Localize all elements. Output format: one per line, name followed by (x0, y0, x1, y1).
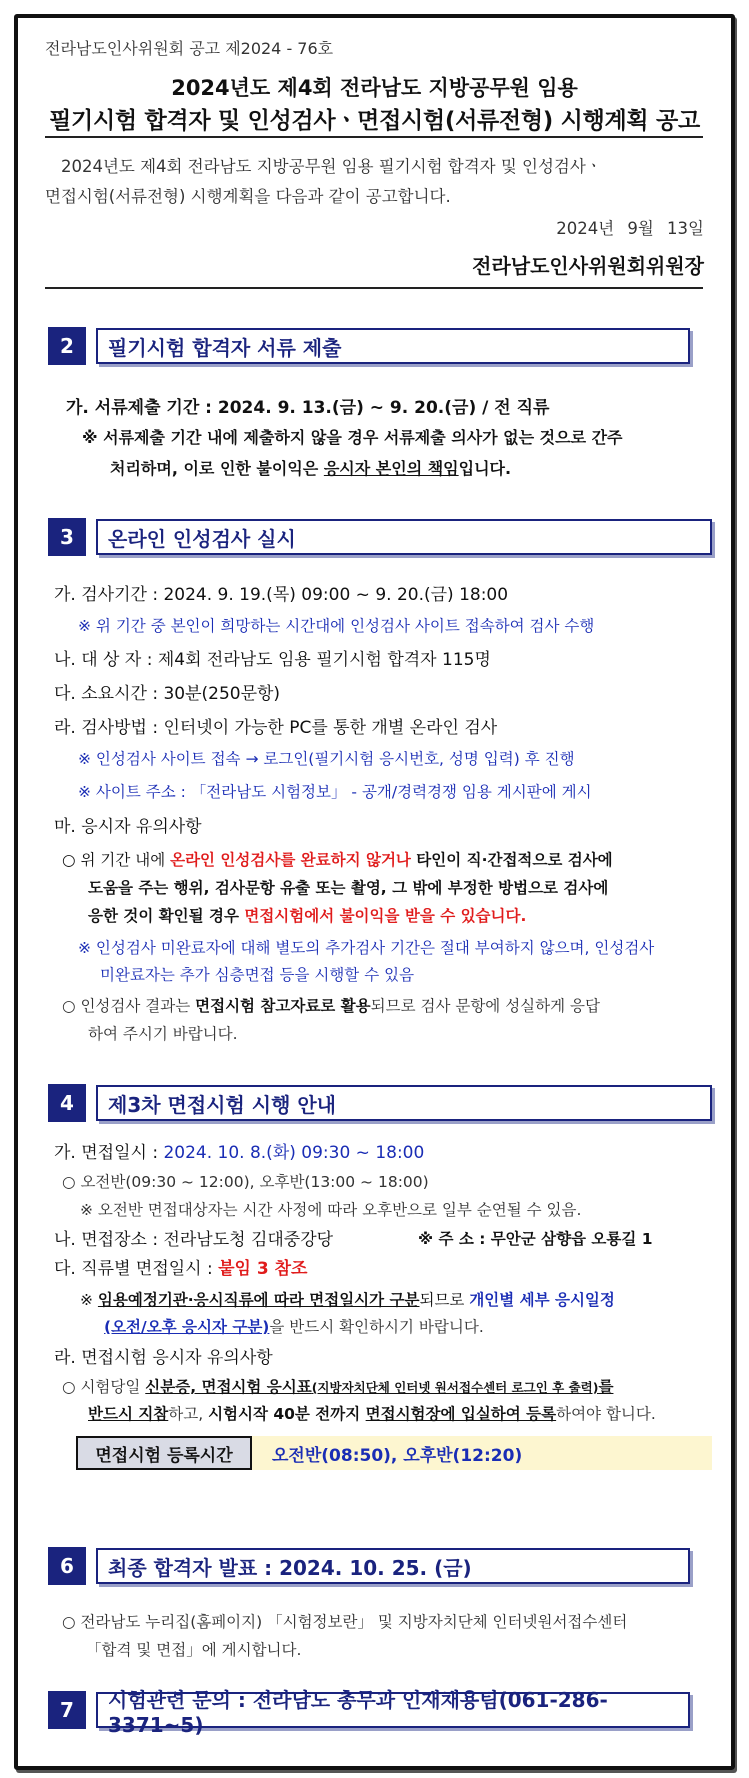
section-7-title: 시험관련 문의 : 전라남도 총무과 인재채용팀(061-286-3371~5) (96, 1692, 690, 1728)
header-divider (45, 287, 703, 289)
s4-ra: 라. 면접시험 응시자 유의사항 (54, 1348, 273, 1368)
registration-time-value: 오전반(08:50), 오후반(12:20) (252, 1436, 712, 1470)
s4-na: 나. 면접장소 : 전라남도청 김대중강당 (54, 1230, 334, 1250)
s6-line-a: ○ 전라남도 누리집(홈페이지) 「시험정보란」 및 지방자치단체 인터넷원서접수센터 (62, 1613, 628, 1631)
signer: 전라남도인사위원회위원장 (472, 254, 704, 278)
s6-line-b: 「합격 및 면접」에 게시합니다. (86, 1641, 302, 1659)
s3-ma: 마. 응시자 유의사항 (54, 817, 202, 837)
s3-ma1-line-c: 응한 것이 확인될 경우 면접시험에서 불이익을 받을 수 있습니다. (88, 907, 527, 925)
s3-ma2-line-a: ○ 인성검사 결과는 면접시험 참고자료로 활용되므로 검사 문항에 성실하게 응답 (62, 997, 600, 1015)
s4-note1-line-a: ※ 임용예정기관·응시직류에 따라 면접일시가 구분되므로 개인별 세부 응시일정 (80, 1291, 615, 1309)
registration-time-label: 면접시험 등록시간 (76, 1436, 252, 1470)
s4-ra1-line-a: ○ 시험당일 신분증, 면접시험 응시표(지방자치단체 인터넷 원서접수센터 로그인 후 출력)를 (62, 1378, 614, 1396)
title-divider (45, 136, 703, 138)
s3-ra: 라. 검사방법 : 인터넷이 가능한 PC를 통한 개별 온라인 검사 (54, 718, 498, 738)
s3-ra-note-1: ※ 인성검사 사이트 접속 → 로그인(필기시험 응시번호, 성명 입력) 후 진행 (78, 750, 575, 768)
s3-ga-note: ※ 위 기간 중 본인이 희망하는 시간대에 인성검사 사이트 접속하여 검사 수행 (78, 617, 595, 635)
title-line-1: 2024년도 제4회 전라남도 지방공무원 임용 (171, 76, 578, 100)
s2-note-b: 처리하며, 이로 인한 불이익은 응시자 본인의 책임입니다. (110, 459, 512, 478)
s4-da: 다. 직류별 면접일시 : 붙임 3 참조 (54, 1259, 308, 1279)
section-4-title: 제3차 면접시험 시행 안내 (96, 1085, 712, 1121)
section-3-title: 온라인 인성검사 실시 (96, 519, 712, 555)
s2-note-a: ※ 서류제출 기간 내에 제출하지 않을 경우 서류제출 의사가 없는 것으로 간주 (82, 428, 623, 447)
section-2-title: 필기시험 합격자 서류 제출 (96, 328, 690, 364)
s4-ga: 가. 면접일시 : 2024. 10. 8.(화) 09:30 ~ 18:00 (54, 1143, 425, 1163)
intro-text: 2024년도 제4회 전라남도 지방공무원 임용 필기시험 합격자 및 인성검사ㆍ 면접시험(서류전형) 시행계획을 다음과 같이 공고합니다. (45, 157, 602, 206)
s2-period: 가. 서류제출 기간 : 2024. 9. 13.(금) ~ 9. 20.(금) / 전 직류 (66, 398, 550, 418)
s3-da: 다. 소요시간 : 30분(250문항) (54, 684, 281, 704)
section-7-number: 7 (48, 1691, 86, 1729)
s3-ma1-line-a: ○ 위 기간 내에 온라인 인성검사를 완료하지 않거나 타인이 직·간접적으로 검사에 (62, 851, 613, 869)
s4-ga-sub: ○ 오전반(09:30 ~ 12:00), 오후반(13:00 ~ 18:00) (62, 1173, 429, 1191)
s3-ga: 가. 검사기간 : 2024. 9. 19.(목) 09:00 ~ 9. 20.(금) 18:00 (54, 585, 509, 605)
section-6-title: 최종 합격자 발표 : 2024. 10. 25. (금) (96, 1548, 690, 1584)
title-line-2: 필기시험 합격자 및 인성검사ㆍ면접시험(서류전형) 시행계획 공고 (49, 108, 700, 134)
s3-ma-note-a: ※ 인성검사 미완료자에 대해 별도의 추가검사 기간은 절대 부여하지 않으며, 인성검사 (78, 939, 655, 957)
section-4-number: 4 (48, 1084, 86, 1122)
section-2-number: 2 (48, 327, 86, 365)
section-6-number: 6 (48, 1547, 86, 1585)
s4-na-address: ※ 주 소 : 무안군 삼향읍 오룡길 1 (418, 1230, 653, 1248)
section-3-number: 3 (48, 518, 86, 556)
s3-na: 나. 대 상 자 : 제4회 전라남도 임용 필기시험 합격자 115명 (54, 650, 491, 670)
s4-ga-note: ※ 오전반 면접대상자는 시간 사정에 따라 오후반으로 일부 순연될 수 있음. (80, 1201, 582, 1219)
s3-ra-note-2: ※ 사이트 주소 : 「전라남도 시험정보」 - 공개/경력경쟁 임용 게시판에 게시 (78, 783, 592, 801)
s3-ma2-line-b: 하여 주시기 바랍니다. (88, 1025, 238, 1043)
notice-date: 2024년 9월 13일 (556, 219, 704, 238)
notice-number: 전라남도인사위원회 공고 제2024 - 76호 (45, 39, 334, 58)
s4-ra1-line-b: 반드시 지참하고, 시험시작 40분 전까지 면접시험장에 입실하여 등록하여야 합니다. (88, 1405, 656, 1423)
s3-ma-note-b: 미완료자는 추가 심층면접 등을 시행할 수 있음 (100, 966, 415, 984)
s4-note1-line-b: (오전/오후 응시자 구분)을 반드시 확인하시기 바랍니다. (104, 1318, 484, 1336)
s3-ma1-line-b: 도움을 주는 행위, 검사문항 유출 또는 촬영, 그 밖에 부정한 방법으로 검사에 (88, 879, 609, 897)
